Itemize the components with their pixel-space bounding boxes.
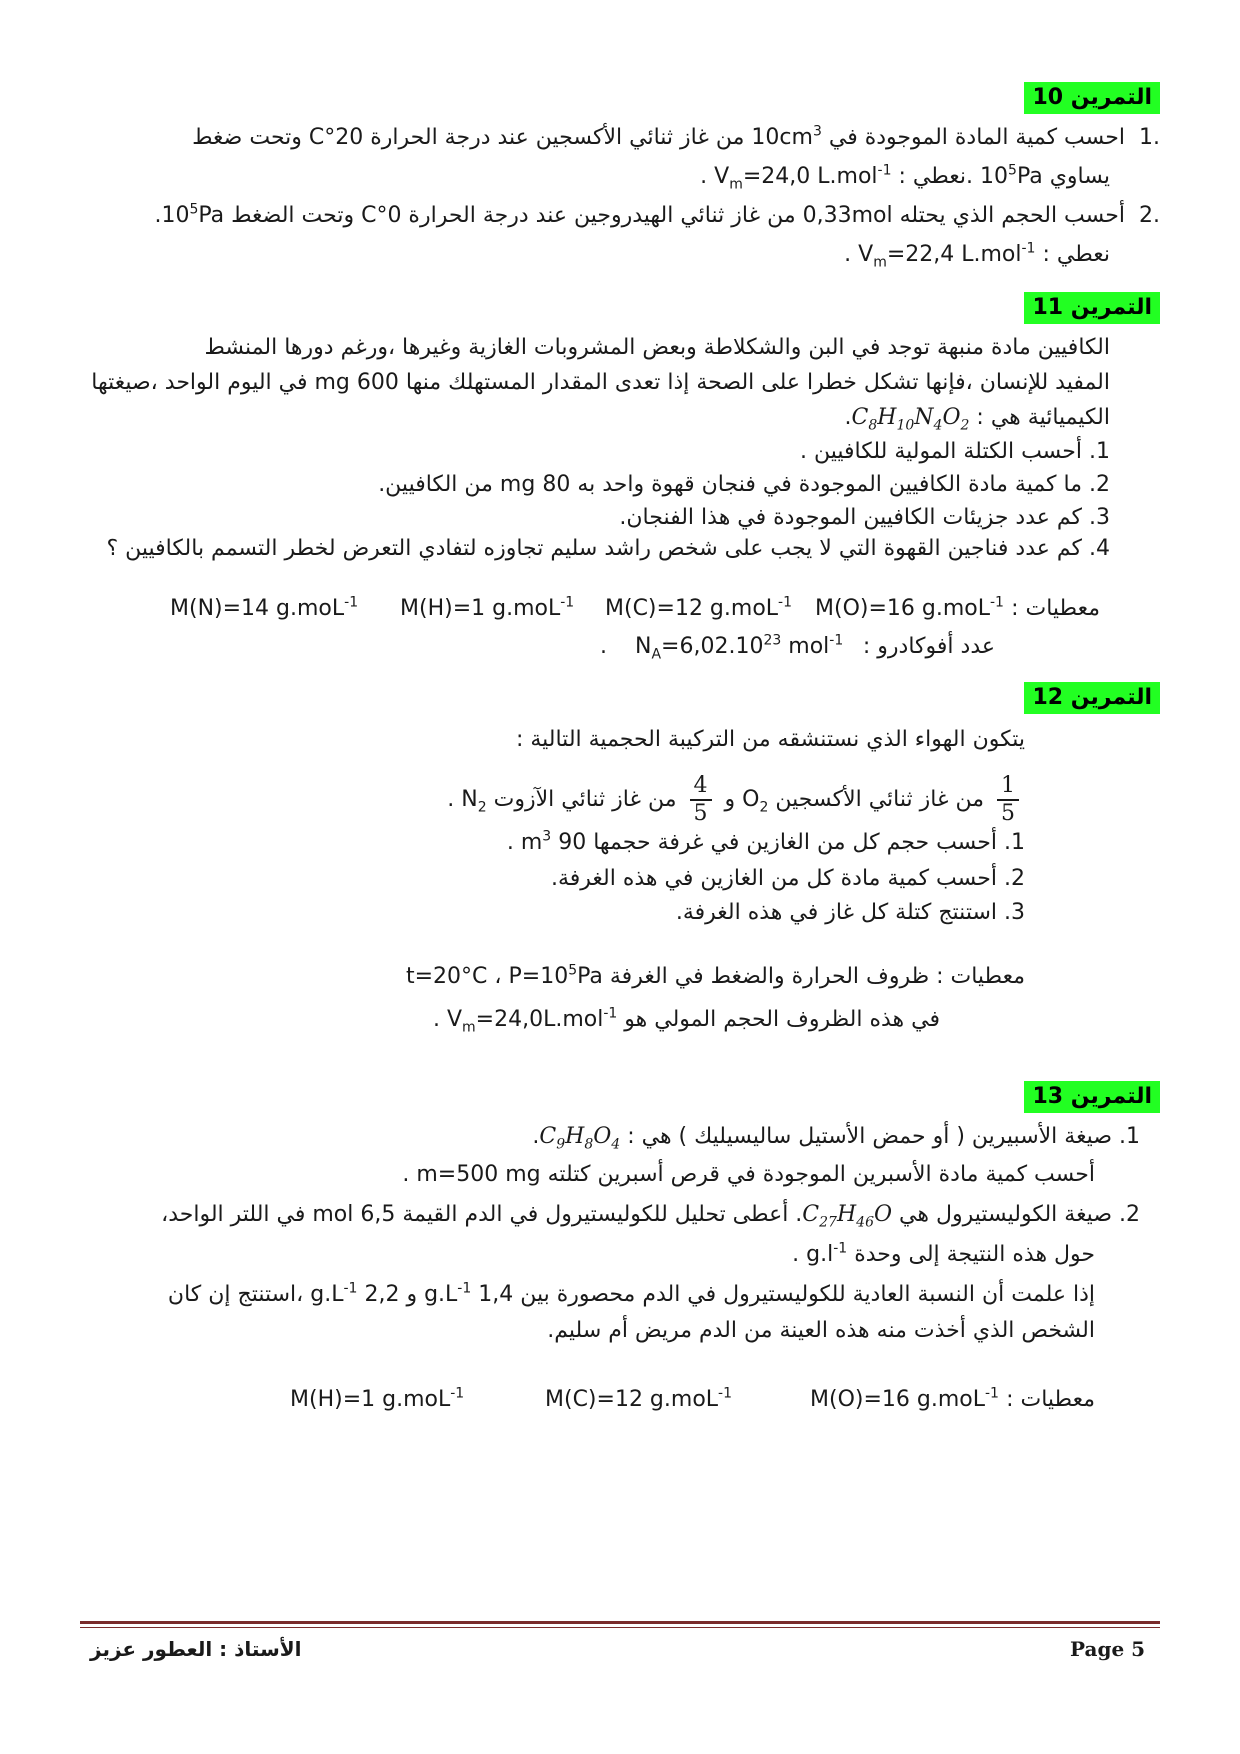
footer-author: الأستاذ : العطور عزيز xyxy=(90,1637,302,1661)
ex13-given-label: معطيات : xyxy=(1006,1387,1095,1412)
ex11-intro-line1: الكافيين مادة منبهة توجد في البن والشكلاطة وبعض المشروبات الغازية وغيرها ،ورغم دورها المنشط xyxy=(204,335,1110,360)
fraction-one-fifth: $\frac{1}{5}$ xyxy=(997,773,1019,827)
aspirin-formula: $C_9H_8O_4$ xyxy=(539,1124,621,1153)
ex10-q2-line2: نعطي : $V_m=22,4$ L.mol$^{-1}$ . xyxy=(844,240,1110,271)
cholesterol-formula: $C_{27}H_{46}O$ xyxy=(802,1202,893,1231)
ex12-given-2: في هذه الظروف الحجم المولي هو $V_m=24,0L.mol^{-1}$ . xyxy=(432,1005,940,1036)
ex13-q2-line3: إذا علمت أن النسبة العادية للكوليستيرول في الدم محصورة بين 1,4 $g.L^{-1}$ و 2,2 $g.L^{-1}$ ،استنتج إن كان xyxy=(167,1280,1095,1307)
ex12-q2: 2. أحسب كمية مادة كل من الغازين في هذه الغرفة. xyxy=(550,866,1025,891)
ex11-molar-mass-h: M(H)=1 g.moL$^{-1}$ xyxy=(400,594,575,621)
fraction-four-fifths: $\frac{4}{5}$ xyxy=(690,773,712,827)
ex11-avogadro-end: . xyxy=(600,634,607,659)
ex12-q3: 3. استنتج كتلة كل غاز في هذه الغرفة. xyxy=(675,900,1025,925)
exercise-13-title: التمرين 13 xyxy=(1024,1081,1160,1113)
exercise-10-title: التمرين 10 xyxy=(1024,82,1160,114)
ex12-given-1: معطيات : ظروف الحرارة والضغط في الغرفة t=20°C ، $P=10^5Pa$ xyxy=(406,962,1025,989)
ex13-q2-line2: حول هذه النتيجة إلى وحدة $g.l^{-1}$ . xyxy=(792,1240,1095,1267)
ex11-q2: 2. ما كمية مادة الكافيين الموجودة في فنجان قهوة واحد به 80 mg من الكافيين. xyxy=(378,472,1110,497)
ex12-composition: $\frac{1}{5}$ من غاز ثنائي الأكسجين $O_2$ و $\frac{4}{5}$ من غاز ثنائي الآزوت $N_2$ . xyxy=(100,768,1025,832)
ex13-q2-line1: 2. صيغة الكوليستيرول هي $C_{27}H_{46}O$. أعطى تحليل للكوليستيرول في الدم القيمة 6,5 mol في اللتر الواحد، xyxy=(161,1202,1140,1231)
ex13-molar-mass-c: M(C)=12 g.moL$^{-1}$ xyxy=(545,1385,733,1412)
ex11-molar-mass-n: M(N)=14 g.moL$^{-1}$ xyxy=(170,594,359,621)
exercise-11-title: التمرين 11 xyxy=(1024,292,1160,324)
ex11-molar-mass-o: M(O)=16 g.moL$^{-1}$ xyxy=(815,594,1004,621)
ex11-q1: 1. أحسب الكتلة المولية للكافيين . xyxy=(800,439,1110,464)
ex11-molar-mass-c: M(C)=12 g.moL$^{-1}$ xyxy=(605,594,793,621)
ex11-q3: 3. كم عدد جزيئات الكافيين الموجودة في هذا الفنجان. xyxy=(619,505,1110,530)
ex10-q1-line1: .1 احسب كمية المادة الموجودة في $10cm^3$ من غاز ثنائي الأكسجين عند درجة الحرارة 20°C وتحت ضغط xyxy=(192,123,1160,150)
ex11-avogadro-label: عدد أفوكادرو : xyxy=(862,634,995,659)
ex10-q1-line2: يساوي $10^5Pa$ .نعطي : $V_m=24,0$ L.mol$^{-1}$ . xyxy=(700,162,1110,193)
footer-divider-thick xyxy=(80,1621,1160,1624)
footer-divider-thin xyxy=(80,1627,1160,1628)
ex11-intro-line3: الكيميائية هي : $C_8H_{10}N_4O_2$. xyxy=(844,405,1110,434)
page-number: Page 5 xyxy=(1070,1637,1146,1661)
ex13-q1-line1: 1. صيغة الأسبيرين ( أو حمض الأستيل ساليسيليك ) هي : $C_9H_8O_4$. xyxy=(532,1124,1140,1153)
exercise-12-title: التمرين 12 xyxy=(1024,682,1160,714)
ex12-q1: 1. أحسب حجم كل من الغازين في غرفة حجمها 90 $m^3$ . xyxy=(506,828,1025,855)
ex11-q4: 4. كم عدد فناجين القهوة التي لا يجب على شخص راشد سليم تجاوزه لتفادي التعرض لخطر التسمم بالكافيين ؟ xyxy=(106,536,1110,561)
ex13-q2-line4: الشخص الذي أخذت منه هذه العينة من الدم مريض أم سليم. xyxy=(547,1318,1095,1343)
ex13-molar-mass-h: M(H)=1 g.moL$^{-1}$ xyxy=(290,1385,465,1412)
ex11-intro-line2: المفيد للإنسان ،فإنها تشكل خطرا على الصحة إذا تعدى المقدار المستهلك منها 600 mg في اليوم الواحد ،صيغتها xyxy=(91,370,1110,395)
ex13-q1-line2: أحسب كمية مادة الأسبرين الموجودة في قرص أسبرين كتلته m=500 mg . xyxy=(402,1162,1095,1187)
ex13-molar-mass-o: M(O)=16 g.moL$^{-1}$ xyxy=(810,1385,999,1412)
caffeine-formula: $C_8H_{10}N_4O_2$ xyxy=(851,405,970,434)
ex12-intro: يتكون الهواء الذي نستنشقه من التركيبة الحجمية التالية : xyxy=(515,727,1025,752)
ex11-avogadro-value: $N_A=6,02.10^{23}$ mol$^{-1}$ xyxy=(635,632,844,663)
ex10-q2-line1: .2 أحسب الحجم الذي يحتله 0,33mol من غاز ثنائي الهيدروجين عند درجة الحرارة 0°C وتحت الضغط $10^5Pa$. xyxy=(154,201,1160,228)
ex11-given-label: معطيات : xyxy=(1011,596,1100,621)
